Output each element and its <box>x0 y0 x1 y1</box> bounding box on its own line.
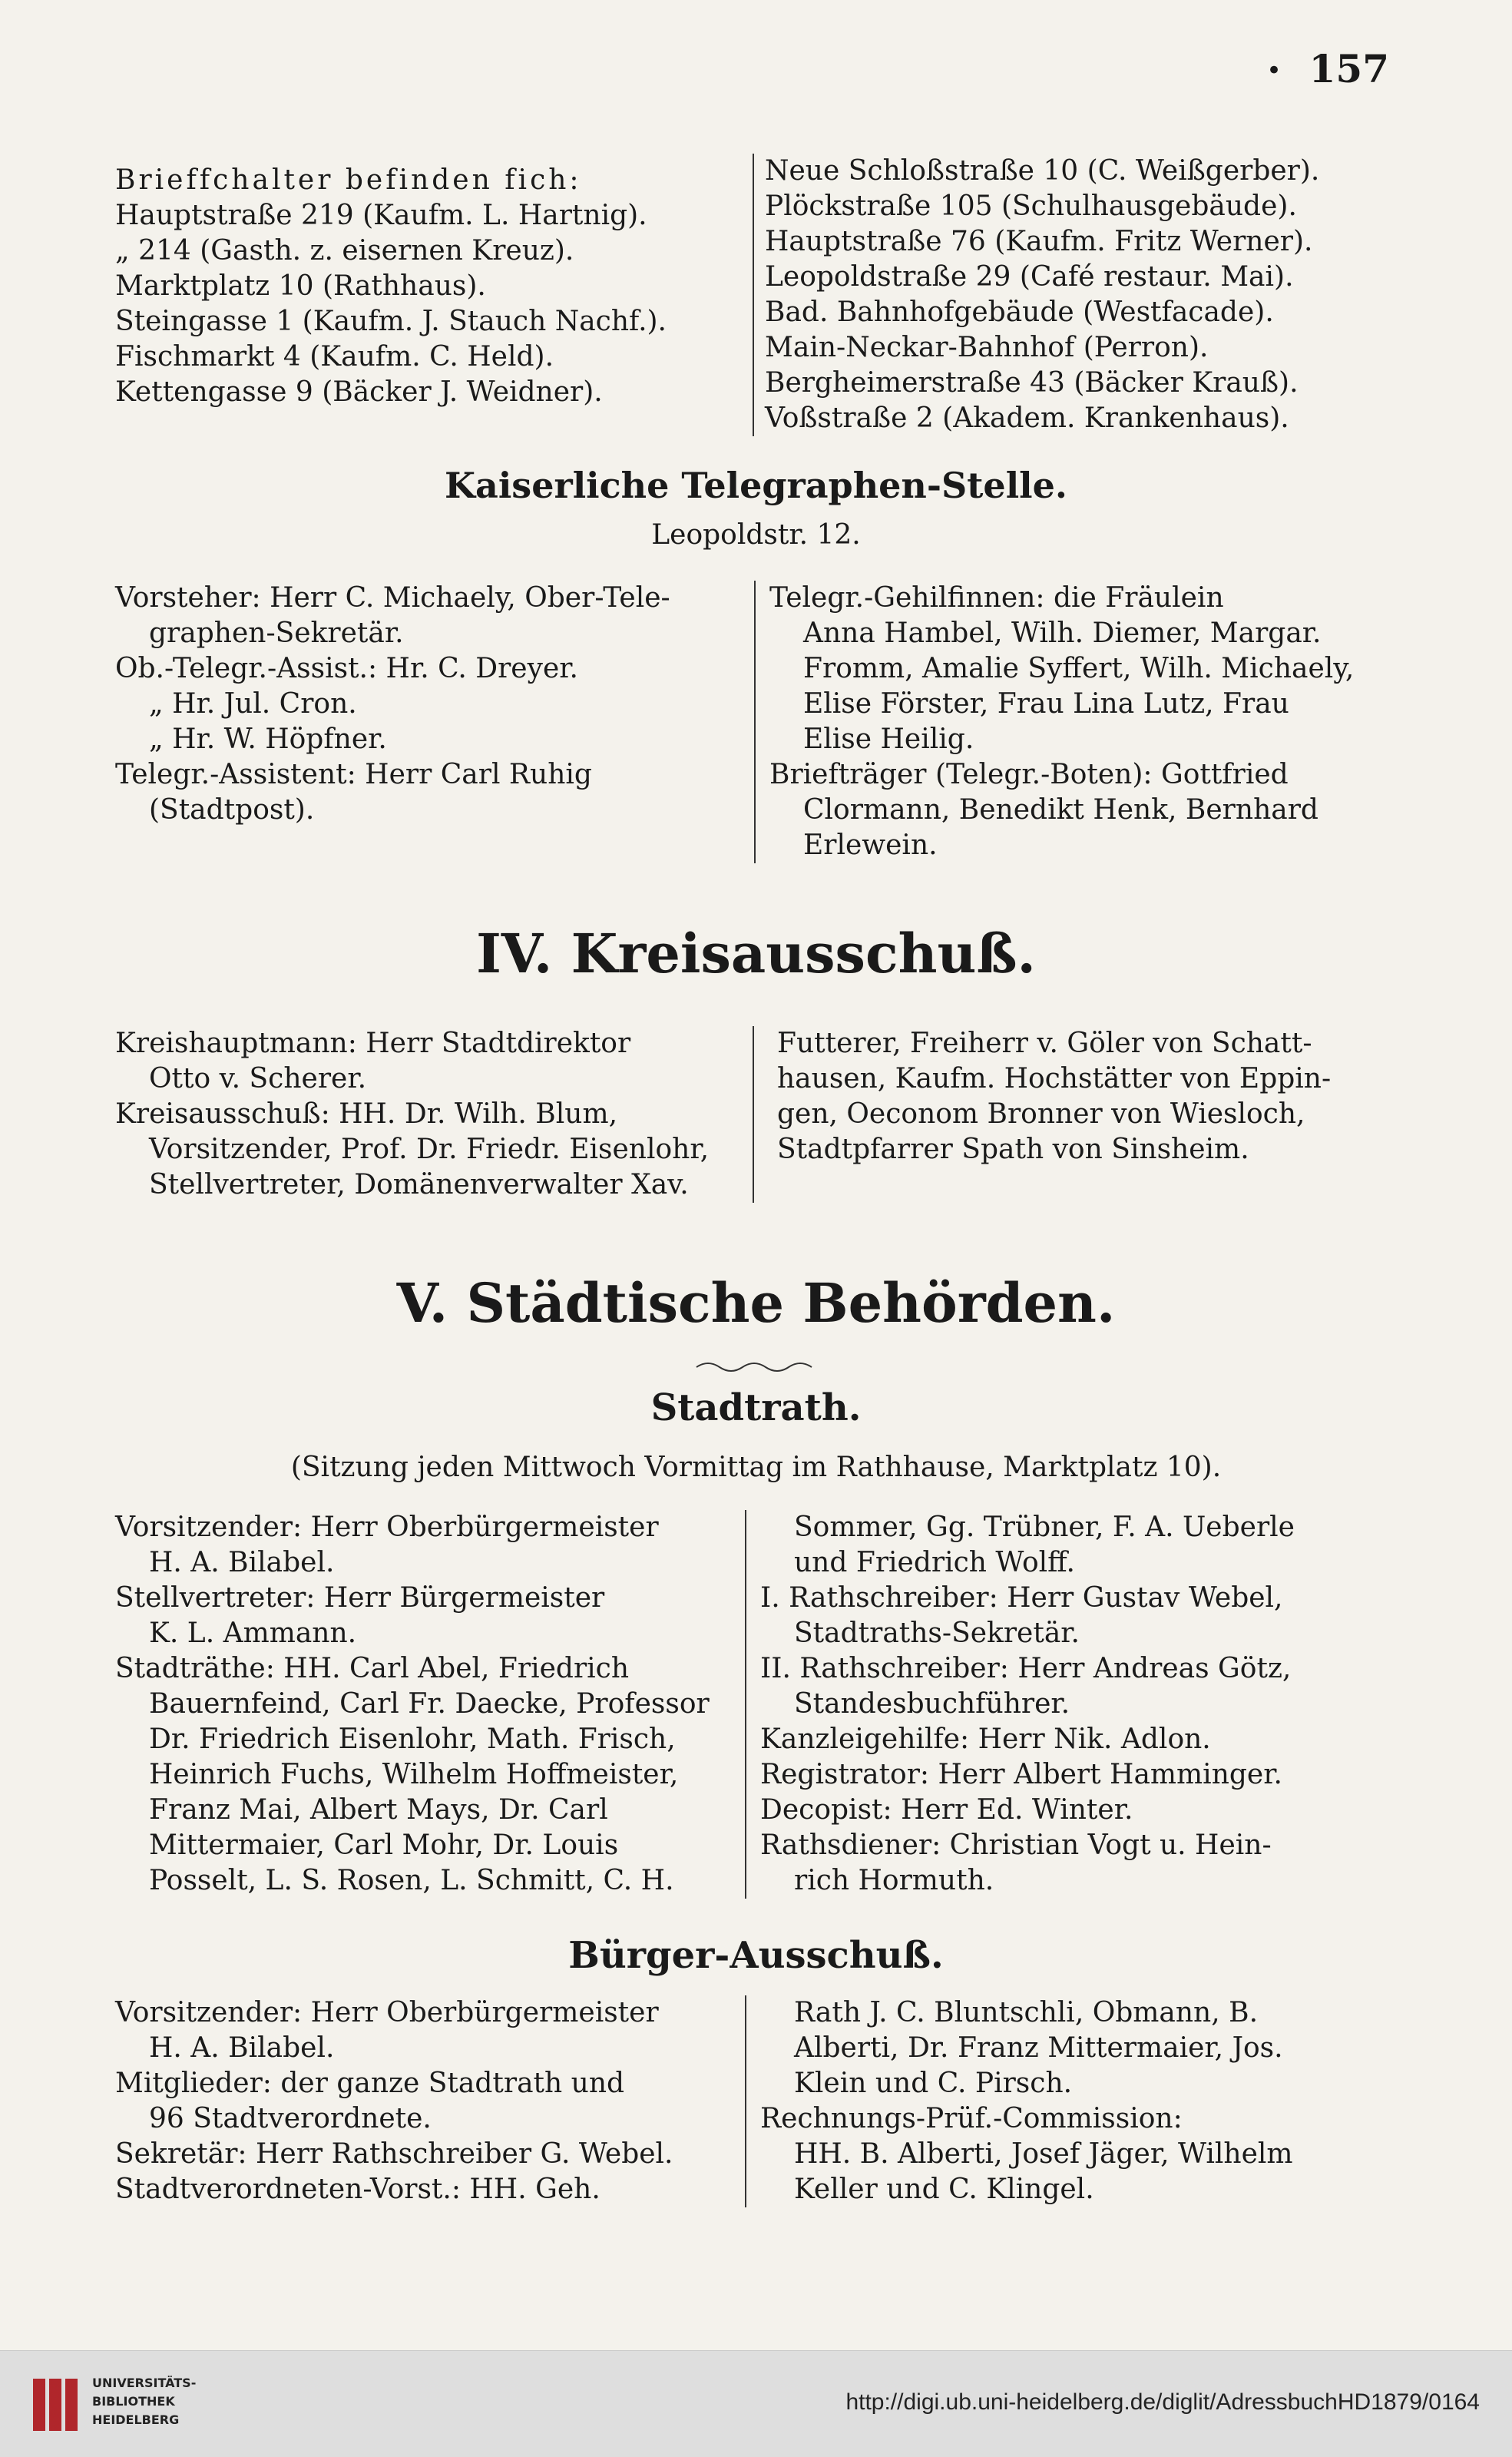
text-line: Stadtpfarrer Spath von Sinsheim. <box>777 1134 1249 1165</box>
text-line: Fischmarkt 4 (Kaufm. C. Held). <box>115 341 554 373</box>
text-line: Franz Mai, Albert Mays, Dr. Carl <box>149 1794 608 1826</box>
text-line: Vorsitzender: Herr Oberbürgermeister <box>115 1512 659 1543</box>
text-line: Vorsitzender, Prof. Dr. Friedr. Eisenlohr, <box>149 1134 710 1165</box>
text-line: und Friedrich Wolff. <box>794 1547 1075 1578</box>
text-line: Elise Förster, Frau Lina Lutz, Frau <box>803 688 1289 720</box>
text-line: Stellvertreter, Domänenverwalter Xav. <box>149 1169 689 1200</box>
text-line: Hauptstraße 76 (Kaufm. Fritz Werner). <box>765 226 1313 257</box>
text-line: Vorsteher: Herr C. Michaely, Ober-Tele- <box>115 582 670 614</box>
briefkasten-left <box>115 154 753 436</box>
stadtrath-sitzung: (Sitzung jeden Mittwoch Vormittag im Rathhause, Marktplatz 10). <box>290 1452 1222 1483</box>
text-line: II. Rathschreiber: Herr Andreas Götz, <box>760 1653 1292 1684</box>
text-line: Kettengasse 9 (Bäcker J. Weidner). <box>115 376 603 408</box>
text-line: Steingasse 1 (Kaufm. J. Stauch Nachf.). <box>115 306 667 337</box>
text-line: Kreisausschuß: HH. Dr. Wilh. Blum, <box>115 1098 618 1130</box>
text-line: Kreishauptmann: Herr Stadtdirektor <box>115 1028 631 1059</box>
text-line: Stadtverordneten-Vorst.: HH. Geh. <box>115 2174 600 2205</box>
telegraphen-section <box>115 581 1368 863</box>
text-line: Stadträthe: HH. Carl Abel, Friedrich <box>115 1653 630 1684</box>
kreisausschuss-right <box>753 1026 1376 1203</box>
text-line: Stellvertreter: Herr Bürgermeister <box>115 1582 605 1614</box>
kreisausschuss-title: IV. Kreisausschuß. <box>476 922 1036 985</box>
text-line: Main-Neckar-Bahnhof (Perron). <box>765 332 1209 363</box>
text-line: „ 214 (Gasth. z. eisernen Kreuz). <box>115 235 574 267</box>
telegraphen-right <box>754 581 1368 863</box>
text-line: Klein und C. Pirsch. <box>794 2068 1073 2099</box>
text-line: Keller und C. Klingel. <box>794 2174 1094 2205</box>
text-line: H. A. Bilabel. <box>149 2032 335 2064</box>
text-line: Stadtraths-Sekretär. <box>794 1618 1080 1649</box>
text-line: Erlewein. <box>803 829 938 861</box>
page-number: 157 <box>1309 46 1389 91</box>
text-line: Heinrich Fuchs, Wilhelm Hoffmeister, <box>149 1759 679 1790</box>
text-line: Rathsdiener: Christian Vogt u. Hein- <box>760 1830 1272 1861</box>
stadtrath-section <box>115 1510 1367 1899</box>
text-line: Fromm, Amalie Syffert, Wilh. Michaely, <box>803 653 1355 684</box>
stadtrath-title: Stadtrath. <box>650 1386 862 1429</box>
stadtrath-right <box>745 1510 1367 1899</box>
text-line: hausen, Kaufm. Hochstätter von Eppin- <box>777 1063 1332 1094</box>
logo-line-1: UNIVERSITÄTS- <box>92 2376 197 2390</box>
university-seal-icon <box>29 2374 83 2435</box>
text-line: Telegr.-Assistent: Herr Carl Ruhig <box>115 759 592 790</box>
text-line: Leopoldstraße 29 (Café restaur. Mai). <box>765 261 1294 293</box>
text-line: Elise Heilig. <box>803 724 974 755</box>
text-line: Vorsitzender: Herr Oberbürgermeister <box>115 1997 659 2028</box>
text-line: „ Hr. Jul. Cron. <box>149 688 357 720</box>
text-line: Alberti, Dr. Franz Mittermaier, Jos. <box>794 2032 1283 2064</box>
text-line: Marktplatz 10 (Rathhaus). <box>115 270 486 302</box>
text-line: Plöckstraße 105 (Schulhausgebäude). <box>765 190 1297 222</box>
text-line: Voßstraße 2 (Akadem. Krankenhaus). <box>765 402 1289 434</box>
text-line: Brieffchalter befinden fich: <box>115 164 582 196</box>
text-line: Dr. Friedrich Eisenlohr, Math. Frisch, <box>149 1724 676 1755</box>
text-line: K. L. Ammann. <box>149 1618 357 1649</box>
text-line: I. Rathschreiber: Herr Gustav Webel, <box>760 1582 1283 1614</box>
briefkasten-section <box>115 154 1364 436</box>
stadtrath-left <box>115 1510 745 1899</box>
telegraphen-address: Leopoldstr. 12. <box>651 519 861 551</box>
text-line: gen, Oeconom Bronner von Wiesloch, <box>777 1098 1305 1130</box>
text-line: Sommer, Gg. Trübner, F. A. Ueberle <box>794 1512 1295 1543</box>
buerger-title: Bürger-Ausschuß. <box>568 1934 944 1977</box>
text-line: rich Hormuth. <box>794 1865 994 1896</box>
text-line: Anna Hambel, Wilh. Diemer, Margar. <box>803 618 1322 649</box>
page-mark: • <box>1266 55 1282 86</box>
buerger-right <box>745 1995 1367 2207</box>
text-line: Hauptstraße 219 (Kaufm. L. Hartnig). <box>115 200 647 231</box>
ornament-divider <box>693 1359 823 1375</box>
text-line: HH. B. Alberti, Josef Jäger, Wilhelm <box>794 2138 1293 2170</box>
library-logo-text <box>92 2374 196 2429</box>
source-url-link[interactable]: http://digi.ub.uni-heidelberg.de/diglit/AdressbuchHD1879/0164 <box>845 2389 1480 2415</box>
kreisausschuss-left <box>115 1026 753 1203</box>
text-line: Otto v. Scherer. <box>149 1063 367 1094</box>
text-line: Kanzleigehilfe: Herr Nik. Adlon. <box>760 1724 1211 1755</box>
text-line: Decopist: Herr Ed. Winter. <box>760 1794 1133 1826</box>
logo-line-2: BIBLIOTHEK <box>92 2394 175 2409</box>
text-line: Telegr.-Gehilfinnen: die Fräulein <box>769 582 1224 614</box>
text-line: Mitglieder: der ganze Stadtrath und <box>115 2068 625 2099</box>
text-line: Standesbuchführer. <box>794 1688 1070 1720</box>
buerger-section <box>115 1995 1367 2207</box>
briefkasten-right <box>753 154 1364 436</box>
telegraphen-title: Kaiserliche Telegraphen-Stelle. <box>445 465 1067 506</box>
text-line: Clormann, Benedikt Henk, Bernhard <box>803 794 1318 826</box>
text-line: (Stadtpost). <box>149 794 315 826</box>
text-line: Rechnungs-Prüf.-Commission: <box>760 2103 1183 2134</box>
text-line: Registrator: Herr Albert Hamminger. <box>760 1759 1282 1790</box>
text-line: graphen-Sekretär. <box>149 618 404 649</box>
text-line: „ Hr. W. Höpfner. <box>149 724 387 755</box>
text-line: Bergheimerstraße 43 (Bäcker Krauß). <box>765 367 1299 399</box>
text-line: Ob.-Telegr.-Assist.: Hr. C. Dreyer. <box>115 653 578 684</box>
footer-bar <box>0 2350 1512 2457</box>
text-line: Neue Schloßstraße 10 (C. Weißgerber). <box>765 155 1320 187</box>
text-line: Rath J. C. Bluntschli, Obmann, B. <box>794 1997 1259 2028</box>
text-line: Bad. Bahnhofgebäude (Westfacade). <box>765 296 1274 328</box>
text-line: Posselt, L. S. Rosen, L. Schmitt, C. H. <box>149 1865 674 1896</box>
text-line: 96 Stadtverordnete. <box>149 2103 432 2134</box>
text-line: Futterer, Freiherr v. Göler von Schatt- <box>777 1028 1312 1059</box>
text-line: Sekretär: Herr Rathschreiber G. Webel. <box>115 2138 673 2170</box>
telegraphen-left <box>115 581 754 863</box>
text-line: Mittermaier, Carl Mohr, Dr. Louis <box>149 1830 619 1861</box>
kreisausschuss-section <box>115 1026 1376 1203</box>
logo-line-3: HEIDELBERG <box>92 2412 180 2427</box>
text-line: Briefträger (Telegr.-Boten): Gottfried <box>769 759 1289 790</box>
text-line: Bauernfeind, Carl Fr. Daecke, Professor <box>149 1688 710 1720</box>
staedtische-title: V. Städtische Behörden. <box>396 1271 1116 1335</box>
buerger-left <box>115 1995 745 2207</box>
text-line: H. A. Bilabel. <box>149 1547 335 1578</box>
